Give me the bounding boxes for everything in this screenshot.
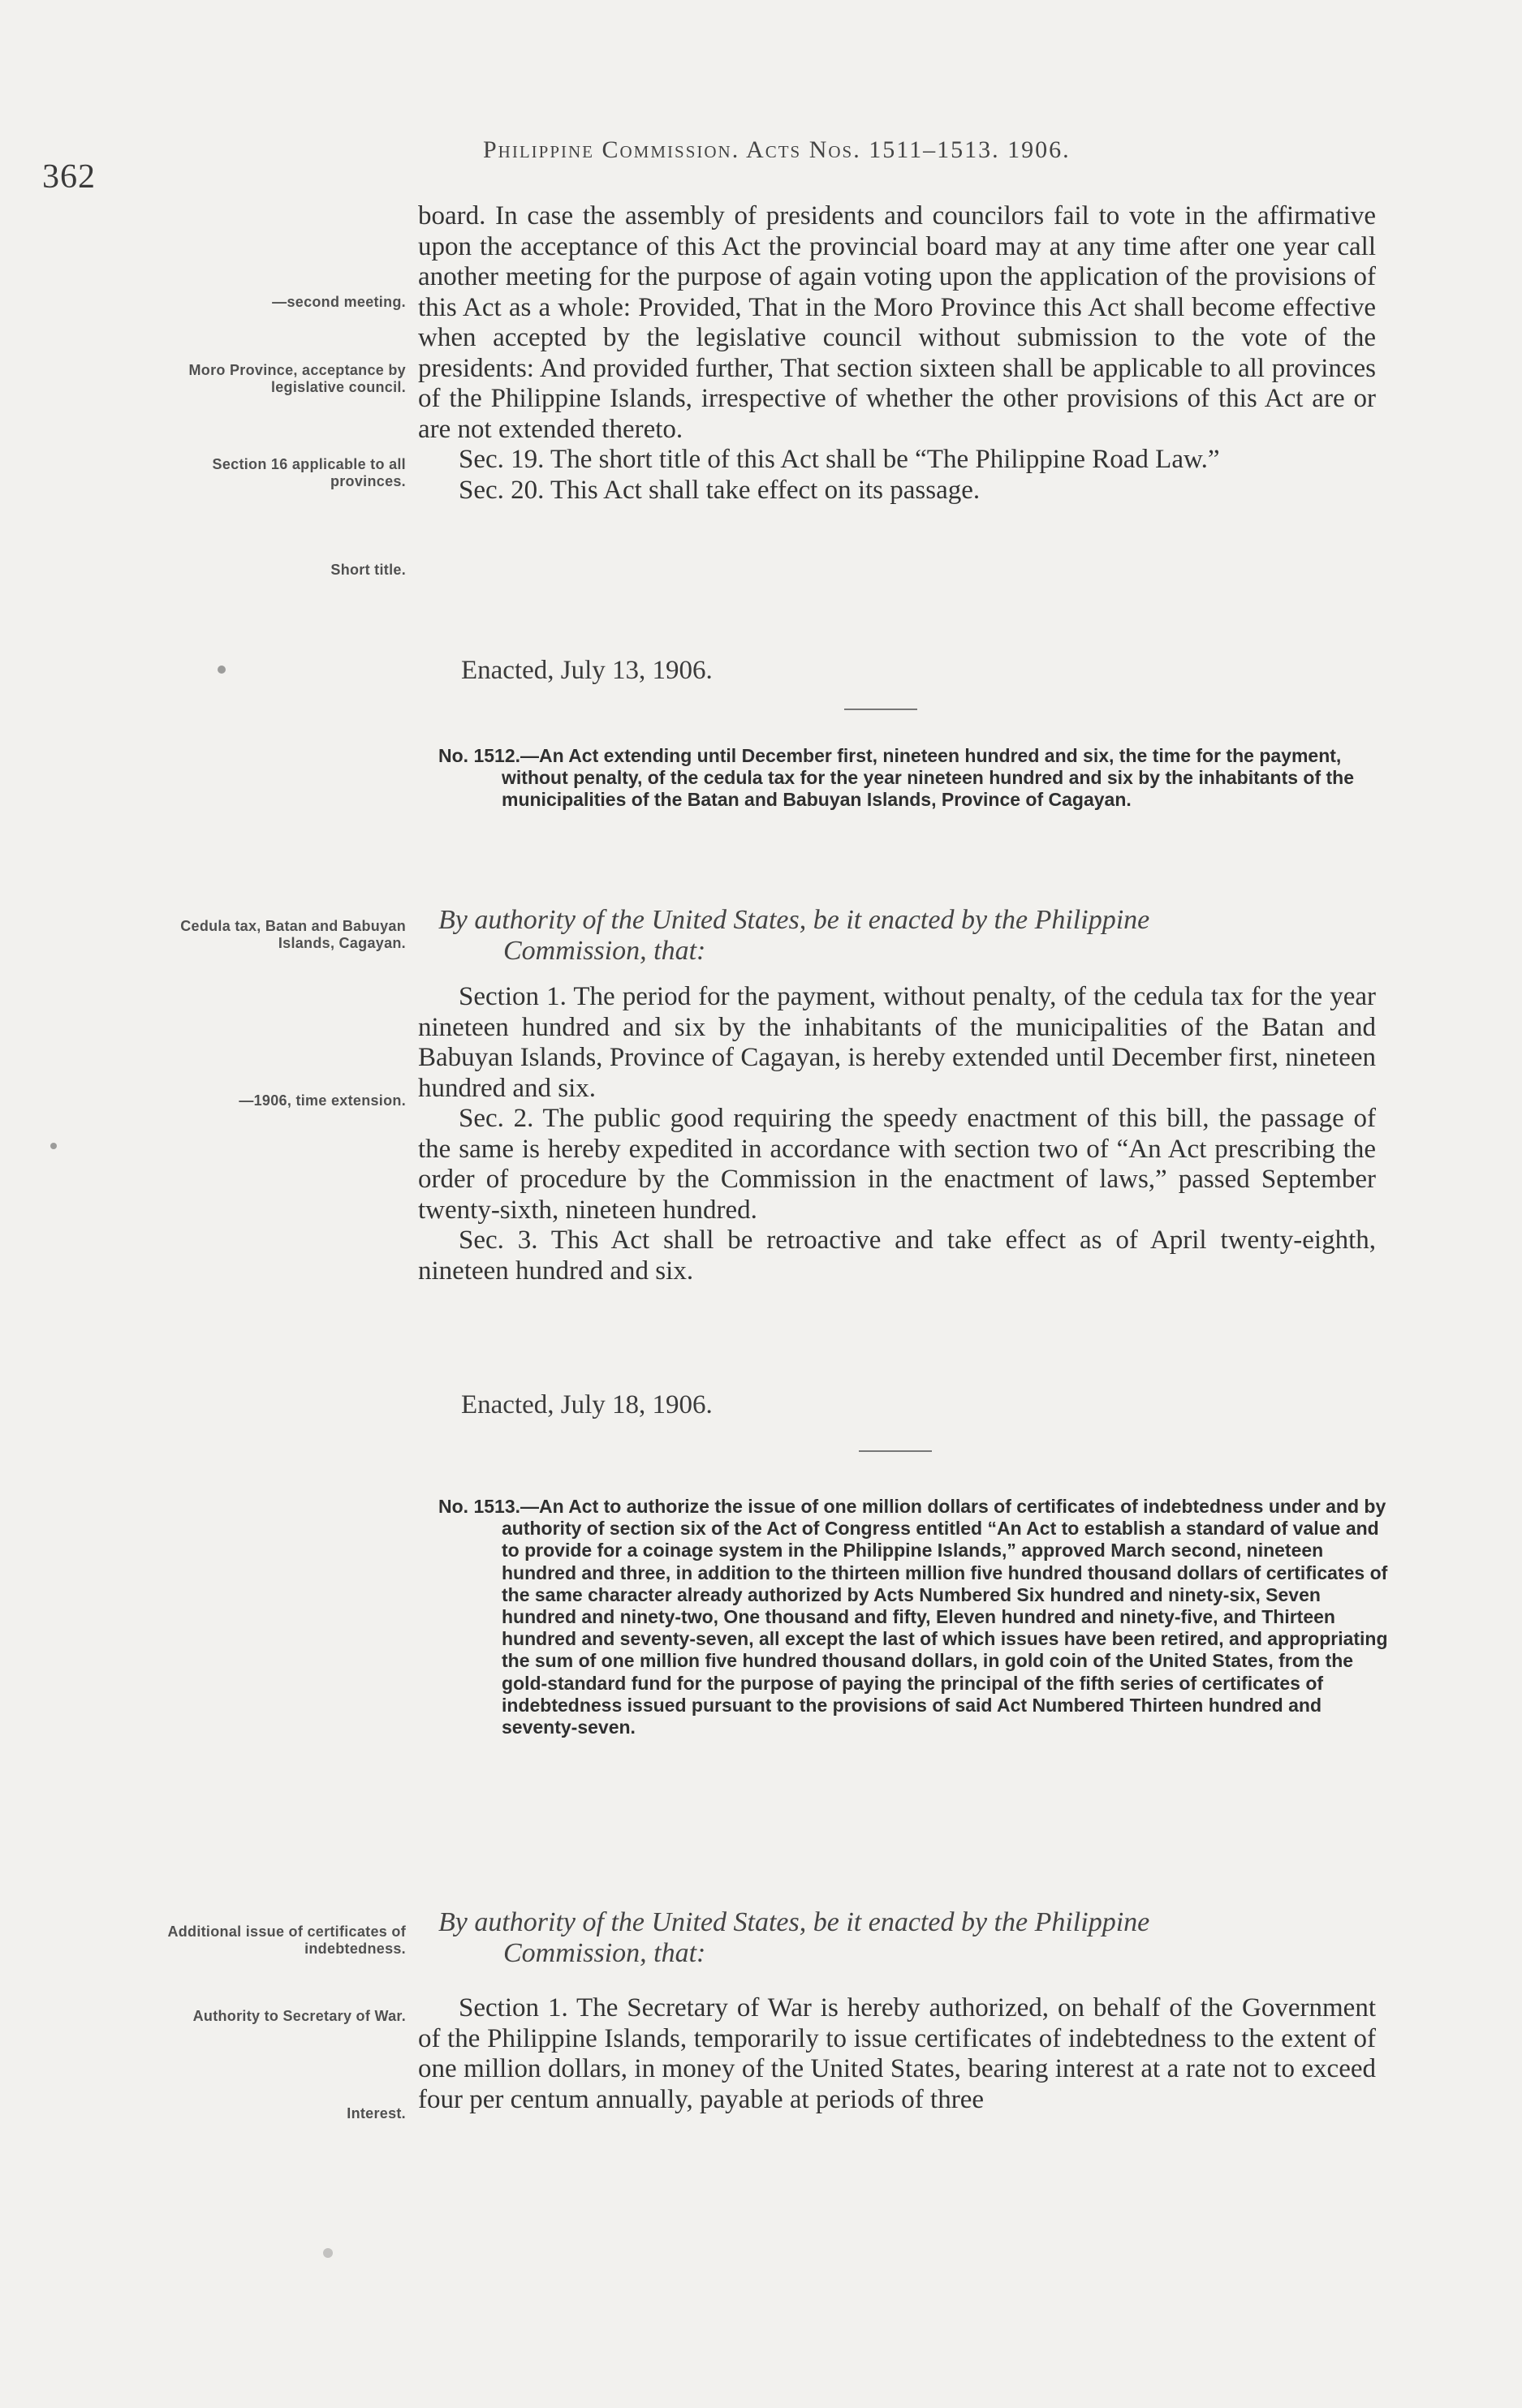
act-1512-enacted: Enacted, July 18, 1906.: [461, 1390, 713, 1419]
act-1513-heading: [438, 1496, 1390, 1738]
margin-note-authority-secretary: Authority to Secretary of War.: [192, 2008, 406, 2024]
act-1513-enacting-line-2: Commission, that:: [503, 1938, 706, 1968]
margin-note-short-title: Short title.: [330, 562, 406, 578]
act-1513-text: [418, 1993, 1376, 2115]
act-1511-paragraph: board. In case the assembly of presidents and councilors fail to vote in the affirmative upon the acceptance of this Act the provincial board may at any time after one year call another meeting for the purpose of again voting upon the application of the provisions of this Act as a whole: Provided, That in the Moro Province this Act shall become effective when accepted by the legislative council without submission to the vote of the presidents: And provided further, That section sixteen shall be applicable to all provinces of the Philippine Islands, irrespective of whether the other provisions of this Act are or are not extended thereto.: [418, 201, 1376, 444]
margin-note-section-16: Section 16 applicable to all provinces.: [212, 456, 406, 489]
margin-note-cedula-tax: Cedula tax, Batan and Babuyan Islands, Cagayan.: [180, 918, 406, 951]
act-1513-enacting-line-1: By authority of the United States, be it enacted by the Philippine: [438, 1907, 1150, 1937]
act-1513-section-1: Section 1. The Secretary of War is hereby authorized, on behalf of the Government of the Philippine Islands, temporarily to issue certificates of indebtedness to the extent of one million dollars, in money of the United States, bearing interest at a rate not to exceed four per centum annually, payable at periods of three: [418, 1993, 1376, 2114]
act-1511-enacted: Enacted, July 13, 1906.: [461, 656, 713, 685]
act-1511-text: [418, 201, 1376, 506]
act-1512-enacting-clause: [438, 905, 1380, 967]
act-1512-number: No. 1512.: [438, 745, 520, 766]
act-1512-section-1: Section 1. The period for the payment, without penalty, of the cedula tax for the year nineteen hundred and six by the inhabitants of the municipalities of the Batan and Babuyan Islands, Province of Cagayan, is hereby extended until December first, nineteen hundred and six.: [418, 982, 1376, 1103]
margin-note-moro-province: Moro Province, acceptance by legislative council.: [188, 362, 406, 395]
act-1512-enacting-line-2: Commission, that:: [503, 936, 706, 966]
section-divider: [859, 1450, 932, 1452]
act-1513-enacting-clause: [438, 1907, 1388, 1969]
act-1512-title: —An Act extending until December first, nineteen hundred and six, the time for the payment, without penalty, of the cedula tax for the year nineteen hundred and six by the inhabitants of the municipalities of the Batan and Babuyan Islands, Province of Cagayan.: [502, 745, 1355, 811]
margin-note-second-meeting: —second meeting.: [272, 294, 406, 310]
act-1511-sec20: Sec. 20. This Act shall take effect on its passage.: [459, 475, 981, 505]
act-1512-enacting-line-1: By authority of the United States, be it enacted by the Philippine: [438, 905, 1150, 935]
scan-speck: [50, 1143, 57, 1149]
act-1511-sec19: Sec. 19. The short title of this Act shall be “The Philippine Road Law.”: [459, 445, 1220, 474]
running-head: Philippine Commission. Acts Nos. 1511–1513. 1906.: [483, 136, 1071, 163]
section-divider: [844, 709, 917, 710]
act-1512-text: [418, 982, 1376, 1286]
margin-note-additional-issue: Additional issue of certificates of indebtedness.: [167, 1923, 406, 1957]
margin-note-interest: Interest.: [347, 2105, 406, 2122]
act-1513-number: No. 1513.: [438, 1496, 520, 1517]
scan-speck: [323, 2248, 333, 2258]
act-1513-title: —An Act to authorize the issue of one million dollars of certificates of indebtedness under and by authority of section six of the Act of Congress entitled “An Act to establish a standard of value and to provide for a coinage system in the Philippine Islands,” approved March second, nineteen hundred and three, in addition to the thirteen million five hundred thousand dollars of certificates of the same character already authorized by Acts Numbered Six hundred and ninety-six, Seven hundred and ninety-two, One thousand and fifty, Eleven hundred and ninety-five, and Thirteen hundred and seventy-seven, all except the last of which issues have been retired, and appropriating the sum of one million five hundred thousand dollars, in gold coin of the United States, from the gold-standard fund for the purpose of paying the principal of the fifth series of certificates of indebtedness issued pursuant to the provisions of said Act Numbered Thirteen hundred and seventy-seven.: [502, 1496, 1388, 1738]
page-number: 362: [42, 158, 96, 196]
margin-note-time-extension: —1906, time extension.: [239, 1092, 406, 1109]
act-1512-heading: [438, 745, 1376, 812]
scan-speck: [218, 666, 226, 674]
act-1512-sec3: Sec. 3. This Act shall be retroactive and take effect as of April twenty-eighth, nineteen hundred and six.: [418, 1226, 1376, 1286]
act-1512-sec2: Sec. 2. The public good requiring the speedy enactment of this bill, the passage of the same is hereby expedited in accordance with section two of “An Act prescribing the order of procedure by the Commission in the enactment of laws,” passed September twenty-sixth, nineteen hundred.: [418, 1104, 1376, 1225]
